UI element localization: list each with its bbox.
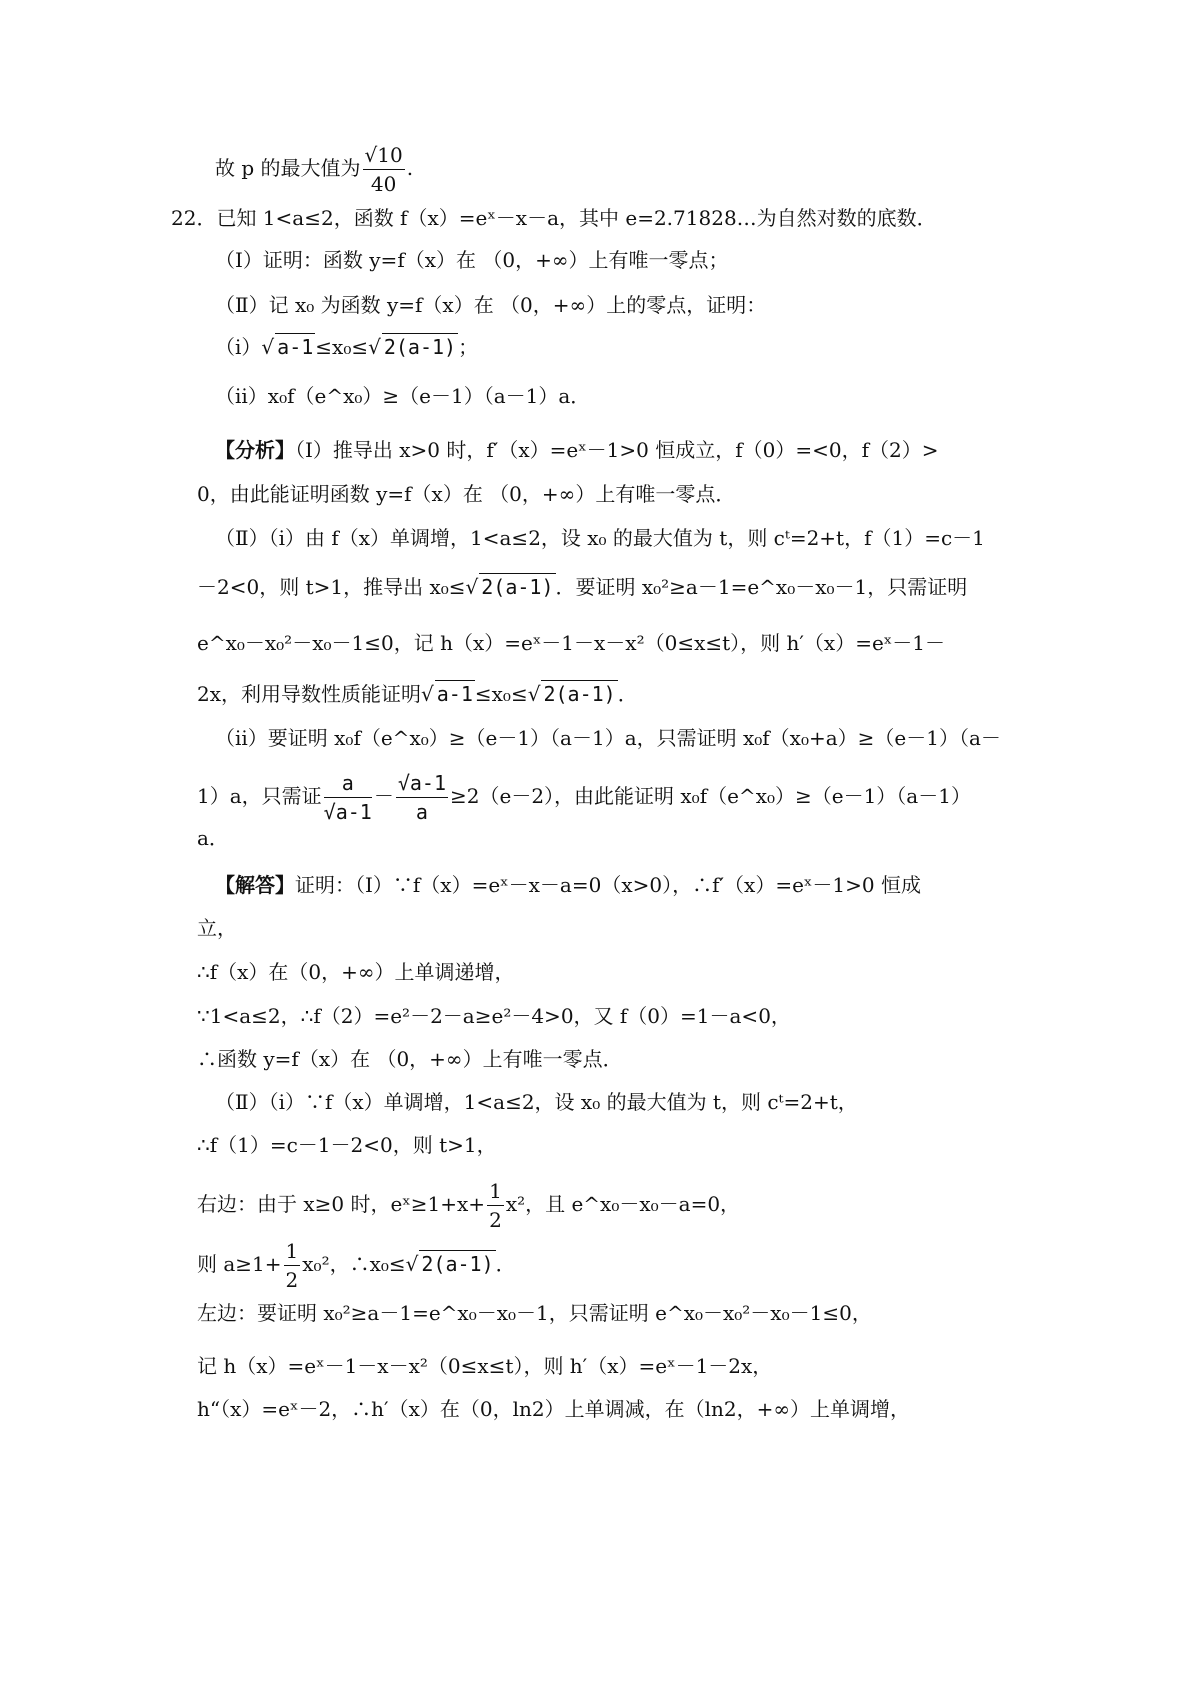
text-segment: x²，且 e^x₀－x₀－a=0， xyxy=(505,1192,741,1216)
text-segment: ．要证明 x₀²≥a－1=e^x₀－x₀－1，只需证明 xyxy=(555,575,968,599)
solution-line: ∴f（x）在（0，+∞）上单调递增， xyxy=(197,960,515,984)
text-segment: 1）a，只需证 xyxy=(197,784,322,808)
text-segment: ． xyxy=(617,682,638,706)
solution-line: h“（x）=eˣ－2，∴h′（x）在（0，ln2）上单调减，在（ln2，+∞）上单调增， xyxy=(197,1397,911,1421)
fraction-numerator: √10 xyxy=(363,142,405,170)
solution-line: 则 a≥1+ $\frac{1}{2}$ x₀²，∴x₀≤√ 2(a-1) ． xyxy=(197,1239,516,1292)
fraction-denominator: 40 xyxy=(370,172,397,196)
sqrt-expression: 2(a-1) xyxy=(383,335,457,359)
analysis-line: 2x，利用导数性质能证明√ a-1 ≤x₀≤√ 2(a-1) ． xyxy=(197,682,638,706)
text-segment: x₀²，∴x₀≤ xyxy=(302,1252,406,1276)
solution-line xyxy=(197,1178,740,1233)
text-segment: 证明：（Ⅰ）∵f（x）=eˣ－x－a=0（x>0），∴f′（x）=eˣ－1>0 恒成 xyxy=(295,873,921,897)
analysis-line xyxy=(215,437,939,463)
analysis-line: a． xyxy=(197,826,229,850)
sqrt-expression: 2(a-1) xyxy=(421,1252,494,1276)
fraction xyxy=(284,1238,301,1293)
fraction-denominator: a xyxy=(415,800,428,824)
sqrt-expression: a-1 xyxy=(277,335,314,359)
fraction-numerator: √a-1 xyxy=(396,770,448,798)
solution-tag: 【解答】 xyxy=(215,873,295,897)
fraction-numerator: a xyxy=(324,770,372,798)
fraction xyxy=(324,770,372,825)
text-segment: ≤x₀≤ xyxy=(315,335,369,359)
text-segment: . xyxy=(406,156,414,180)
text-segment: － xyxy=(373,784,394,808)
text-segment: ； xyxy=(458,335,479,359)
question-part-2-i: （ⅰ）√ a-1 ≤x₀≤√ 2(a-1) ； xyxy=(215,335,479,359)
question-22-stem: 22．已知 1<a≤2，函数 f（x）=eˣ－x－a，其中 e=2.71828…为自然对数的底数． xyxy=(171,206,937,230)
analysis-line: （ii）要证明 x₀f（e^x₀）≥（e－1）（a－1）a，只需证明 x₀f（x₀+a）≥（e－1）（a－ xyxy=(215,726,1001,750)
question-part-2-ii: （ⅱ）x₀f（e^x₀）≥（e－1）（a－1）a． xyxy=(215,384,591,408)
text-segment: ≥2（e－2），由此能证明 x₀f（e^x₀）≥（e－1）（a－1） xyxy=(450,784,971,808)
text-segment: （Ⅰ）推导出 x>0 时，f′（x）=eˣ－1>0 恒成立，f（0）=<0，f（2）> xyxy=(295,438,939,462)
analysis-line: e^x₀－x₀²－x₀－1≤0，记 h（x）=eˣ－1－x－x²（0≤x≤t），则 h′（x）=eˣ－1－ xyxy=(197,631,946,655)
solution-line: 左边：要证明 x₀²≥a－1=e^x₀－x₀－1，只需证明 e^x₀－x₀²－x₀－1≤0， xyxy=(197,1301,872,1325)
fraction-denominator: 2 xyxy=(285,1268,299,1292)
fraction xyxy=(363,142,405,197)
analysis-line: 0，由此能证明函数 y=f（x）在 （0，+∞）上有唯一零点． xyxy=(197,482,736,506)
solution-line: 记 h（x）=eˣ－1－x－x²（0≤x≤t），则 h′（x）=eˣ－1－2x， xyxy=(197,1354,773,1378)
fraction-numerator: 1 xyxy=(487,1178,504,1206)
text-segment: （ⅰ） xyxy=(215,335,262,359)
text-segment: 故 p 的最大值为 xyxy=(215,156,361,180)
sqrt-expression: a-1 xyxy=(436,682,473,706)
text-segment: 2x，利用导数性质能证明 xyxy=(197,682,422,706)
text-segment: ≤x₀≤ xyxy=(474,682,528,706)
analysis-line: －2<0，则 t>1，推导出 x₀≤√ 2(a-1) ．要证明 x₀²≥a－1=e^x₀－x₀－1，只需证明 xyxy=(197,575,968,599)
text-line-max-p xyxy=(215,142,413,197)
fraction-numerator: 1 xyxy=(284,1238,301,1266)
question-part-2: （Ⅱ）记 x₀ 为函数 y=f（x）在 （0，+∞）上的零点，证明： xyxy=(215,293,767,317)
solution-line: （Ⅱ）（i）∵f（x）单调增，1<a≤2，设 x₀ 的最大值为 t，则 cᵗ=2+t， xyxy=(215,1090,858,1114)
text-segment: 右边：由于 x≥0 时，eˣ≥1+x+ xyxy=(197,1192,486,1216)
analysis-line: （Ⅱ）（i）由 f（x）单调增，1<a≤2，设 x₀ 的最大值为 t，则 cᵗ=2+t，f（1）=c－1 xyxy=(215,526,985,550)
question-part-1: （Ⅰ）证明：函数 y=f（x）在 （0，+∞）上有唯一零点； xyxy=(215,248,729,272)
text-segment: 则 a≥1+ xyxy=(197,1252,282,1276)
analysis-tag: 【分析】 xyxy=(215,438,295,462)
solution-line xyxy=(215,872,921,898)
analysis-line xyxy=(197,770,971,825)
solution-line: 立， xyxy=(197,916,237,940)
sqrt-expression: 2(a-1) xyxy=(481,575,554,599)
fraction-denominator: √a-1 xyxy=(323,800,372,824)
fraction xyxy=(396,770,448,825)
text-segment: ． xyxy=(495,1252,516,1276)
fraction xyxy=(487,1178,504,1233)
sqrt-expression: 2(a-1) xyxy=(543,682,616,706)
solution-line: ∴函数 y=f（x）在 （0，+∞）上有唯一零点． xyxy=(197,1047,623,1071)
solution-line: ∵1<a≤2，∴f（2）=e²－2－a≥e²－4>0，又 f（0）=1－a<0， xyxy=(197,1004,791,1028)
text-segment: －2<0，则 t>1，推导出 x₀≤ xyxy=(197,575,466,599)
solution-line: ∴f（1）=c－1－2<0，则 t>1， xyxy=(197,1133,497,1157)
fraction-denominator: 2 xyxy=(489,1208,502,1232)
